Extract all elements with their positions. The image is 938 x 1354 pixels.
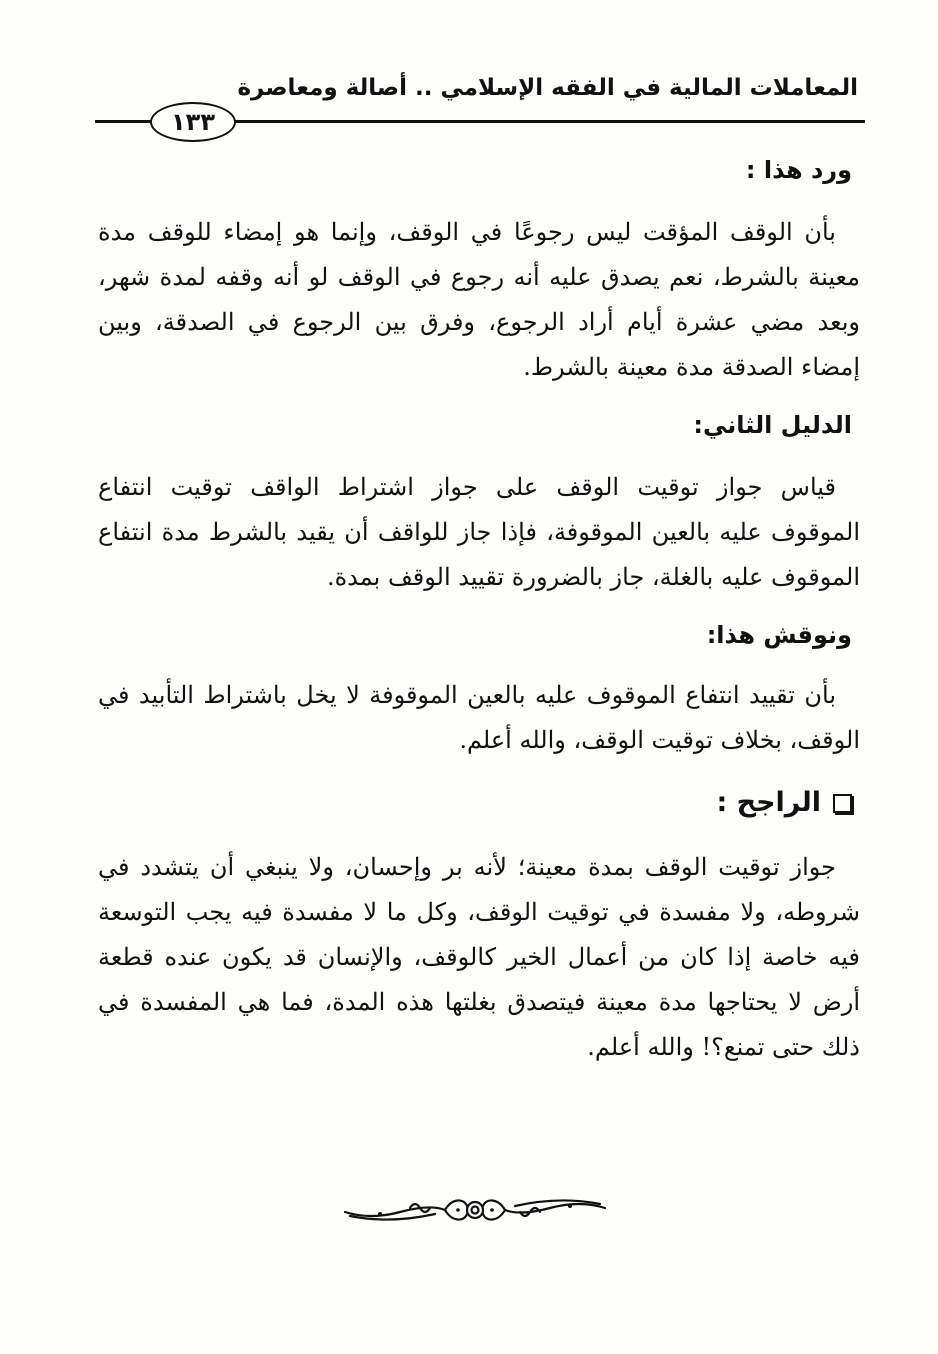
heading-second-evidence: الدليل الثاني: — [693, 411, 852, 439]
page-number: ١٣٣ — [150, 102, 236, 142]
checkbox-square-icon — [833, 794, 852, 813]
heading-discussion: ونوقش هذا: — [706, 621, 852, 649]
paragraph-preferred-opinion: جواز توقيت الوقف بمدة معينة؛ لأنه بر وإحسان، ولا ينبغي أن يتشدد في شروطه، ولا مفسدة في توقيت الوقف، وكل ما لا مفسدة فيه يجب التوسعة فيه خاصة إذا كان من أعمال الخير كالوقف، والإنسان قد يكون عنده قطعة أرض لا يحتاجها مدة معينة فيتصدق بغلتها هذه المدة، فما هي المفسدة في ذلك حتى تمنع؟! والله أعلم. — [98, 853, 860, 1061]
paragraph-second-evidence: قياس جواز توقيت الوقف على جواز اشتراط الواقف توقيت انتفاع الموقوف عليه بالعين الموقوفة، فإذا جاز للواقف أن يقيد بالشرط مدة انتفاع الموقوف عليه بالغلة، جاز بالضرورة تقييد الوقف بمدة. — [98, 473, 860, 591]
paragraph-discussion: بأن تقييد انتفاع الموقوف عليه بالعين الموقوفة لا يخل باشتراط التأبيد في الوقف، بخلاف توقيت الوقف، والله أعلم. — [98, 681, 860, 754]
paragraph-objection: بأن الوقف المؤقت ليس رجوعًا في الوقف، وإنما هو إمضاء للوقف مدة معينة بالشرط، نعم يصدق عليه أنه رجوع في الوقف لو أنه وقفه لمدة شهر، وبعد مضي عشرة أيام أراد الرجوع، وفرق بين الرجوع في الصدقة، وبين إمضاء الصدقة مدة معينة بالشرط. — [98, 218, 860, 381]
running-header-title: المعاملات المالية في الفقه الإسلامي .. أصالة ومعاصرة — [237, 75, 858, 101]
heading-preferred-opinion-label: الراجح : — [716, 787, 821, 818]
heading-objection: ورد هذا : — [745, 156, 852, 184]
heading-preferred-opinion — [98, 783, 860, 823]
page-content — [98, 150, 860, 1070]
ornament-divider-icon — [340, 1190, 610, 1230]
